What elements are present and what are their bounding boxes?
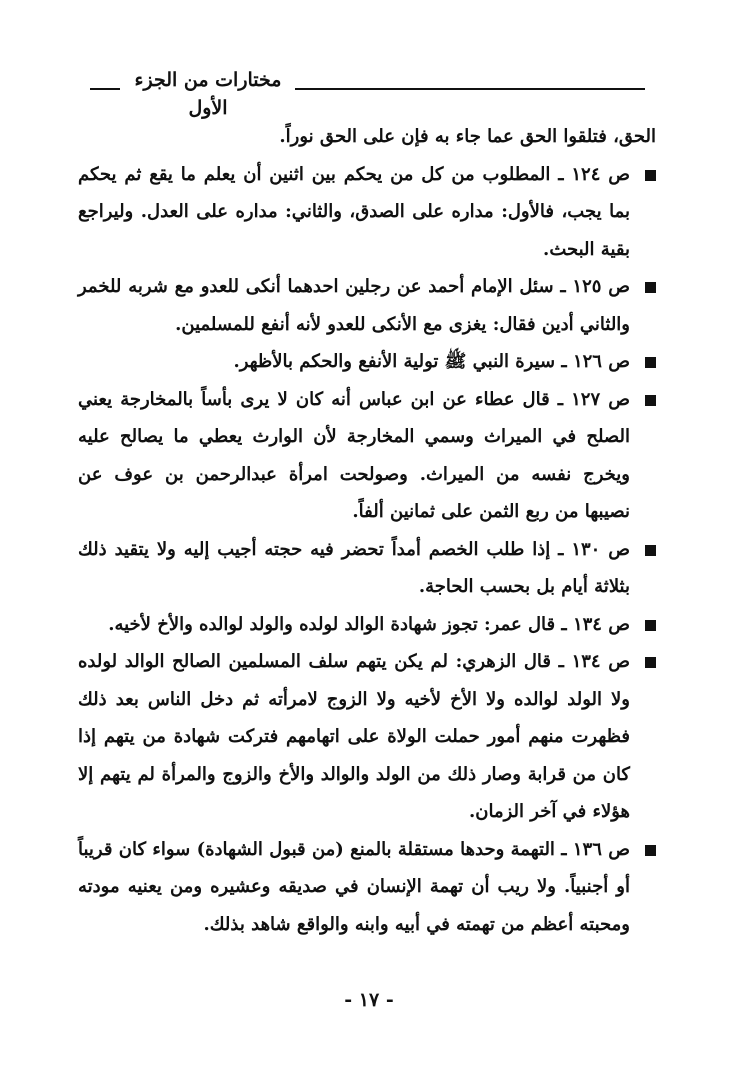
page-number: - ١٧ - (344, 989, 394, 1011)
opening-line: الحق، فتلقوا الحق عما جاء به فإن على الحق نوراً. (279, 126, 656, 147)
entry-text: ص ١٢٥ ـ سئل الإمام أحمد عن رجلين احدهما أنكى للعدو مع شربه للخمر والثاني أدين فقال: يغزى مع الأنكى للعدو لأنه أنفع للمسلمين. (78, 276, 631, 335)
entry (78, 381, 656, 531)
entry (78, 531, 656, 606)
entry (78, 643, 656, 831)
header-rule-right (295, 88, 645, 90)
entry-text: ص ١٣٤ ـ قال عمر: تجوز شهادة الوالد لولده والولد لوالده والأخ لأخيه. (108, 613, 630, 635)
entry (78, 156, 656, 269)
square-bullet-icon (645, 395, 656, 406)
square-bullet-icon (645, 620, 656, 631)
square-bullet-icon (645, 545, 656, 556)
square-bullet-icon (645, 357, 656, 368)
entry (78, 268, 656, 343)
entry (78, 606, 656, 644)
entry-text: ص ١٣٤ ـ قال الزهري: لم يكن يتهم سلف المسلمين الصالح الوالد لولده ولا الولد لوالده ولا الأخ لأخيه ولا الزوج لامرأته ثم دخل الناس بعد ذلك فظهرت منهم أمور حملت الولاة على اتهامهم فتركت شهادة من يتهم إذا كان من قرابة وصار ذلك من الولد والوالد والأخ والزوج والمرأة لم يتهم إلا هؤلاء في آخر الزمان. (78, 651, 630, 822)
square-bullet-icon (645, 282, 656, 293)
square-bullet-icon (645, 657, 656, 668)
entry-text: ص ١٣٦ ـ التهمة وحدها مستقلة بالمنع (من قبول الشهادة) سواء كان قريباً أو أجنبياً. ولا ريب أن تهمة الإنسان في صديقه وعشيره ومن يعنيه مودته ومحبته أعظم من تهمته في أبيه وابنه والواقع شاهد بذلك. (78, 838, 631, 935)
running-header (90, 58, 645, 119)
header-title: مختارات من الجزء الأول (134, 69, 282, 119)
entry-text: ص ١٣٠ ـ إذا طلب الخصم أمداً تحضر فيه حجته أجيب إليه ولا يتقيد ذلك بثلاثة أيام بل بحسب الحاجة. (78, 538, 631, 597)
entry-text: ص ١٢٤ ـ المطلوب من كل من يحكم بين اثنين أن يعلم ما يقع ثم يحكم بما يجب، فالأول: مداره على الصدق، والثاني: مداره على العدل. وليراجع بقية البحث. (78, 163, 631, 260)
page-body (78, 118, 656, 943)
entry-text: ص ١٢٧ ـ قال عطاء عن ابن عباس أنه كان لا يرى بأساً بالمخارجة يعني الصلح في الميراث وسمي المخارجة لأن الوارث يعطي ما يصالح عليه ويخرج نفسه من الميراث. وصولحت امرأة عبدالرحمن بن عوف عن نصيبها من ربع الثمن على ثمانين ألفاً. (78, 388, 631, 522)
square-bullet-icon (645, 845, 656, 856)
square-bullet-icon (645, 170, 656, 181)
entry-text: ص ١٢٦ ـ سيرة النبي ﷺ تولية الأنفع والحكم بالأظهر. (233, 351, 630, 372)
entry (78, 343, 656, 381)
entry (78, 831, 656, 944)
header-rule-left (90, 88, 120, 90)
